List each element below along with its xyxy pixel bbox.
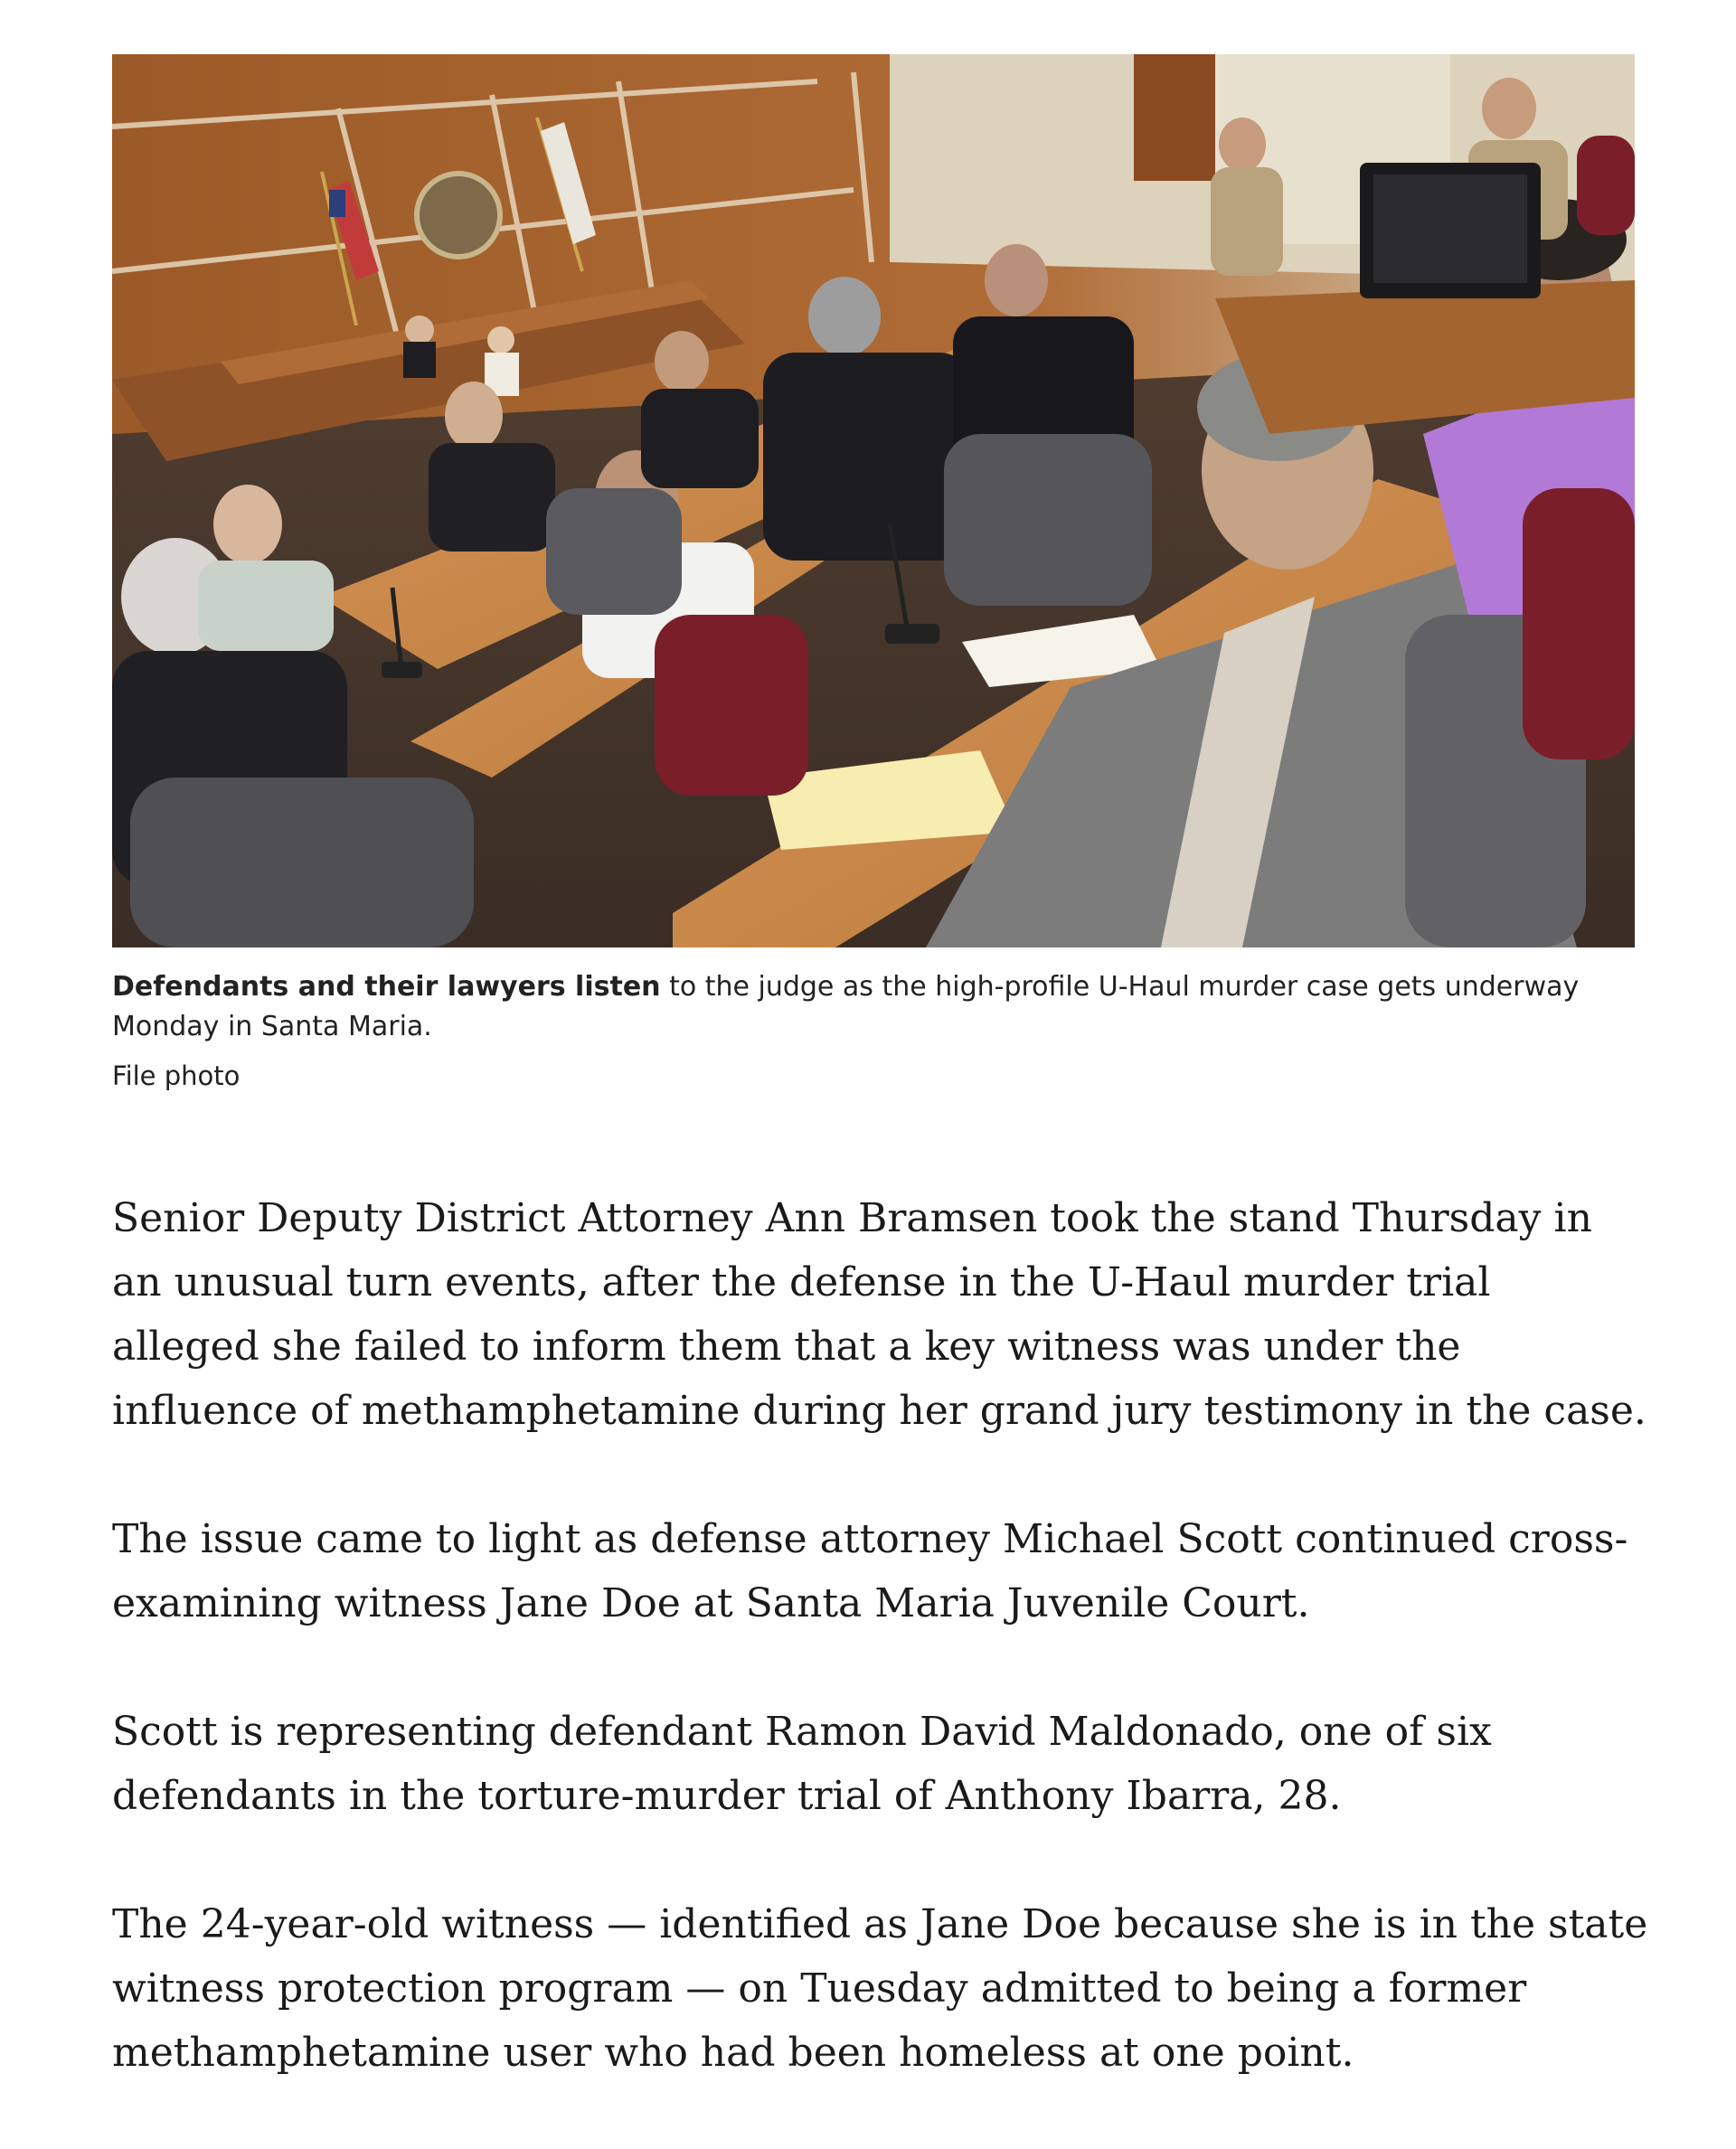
courtroom-photo (112, 54, 1635, 947)
article-paragraph: Senior Deputy District Attorney Ann Bramsen took the stand Thursday in an unusual turn events, after the defense in the U-Haul murder trial alleged she failed to inform them that a key witness was under the influence of methamphetamine during her grand jury testimony in the case. (112, 1195, 1646, 1434)
article-body (112, 1186, 1649, 2149)
caption-text: to the judge as the high-profile U-Haul murder case gets underway Monday in Santa Maria. (112, 971, 1580, 1042)
caption-lead: Defendants and their lawyers listen (112, 971, 661, 1003)
photo-credit: File photo (112, 1060, 241, 1091)
article-paragraph: Scott is representing defendant Ramon David Maldonado, one of six defendants in the torture-murder trial of Anthony Ibarra, 28. (112, 1709, 1492, 1819)
article-paragraph: The issue came to light as defense attorney Michael Scott continued cross-examining witness Jane Doe at Santa Maria Juvenile Court. (112, 1516, 1628, 1626)
photo-caption (112, 967, 1635, 1047)
courtroom-illustration (112, 54, 1635, 947)
article-paragraph: The 24-year-old witness — identified as Jane Doe because she is in the state witness protection program — on Tuesday admitted to being a former methamphetamine user who had been homeless at one point. (112, 1901, 1648, 2076)
